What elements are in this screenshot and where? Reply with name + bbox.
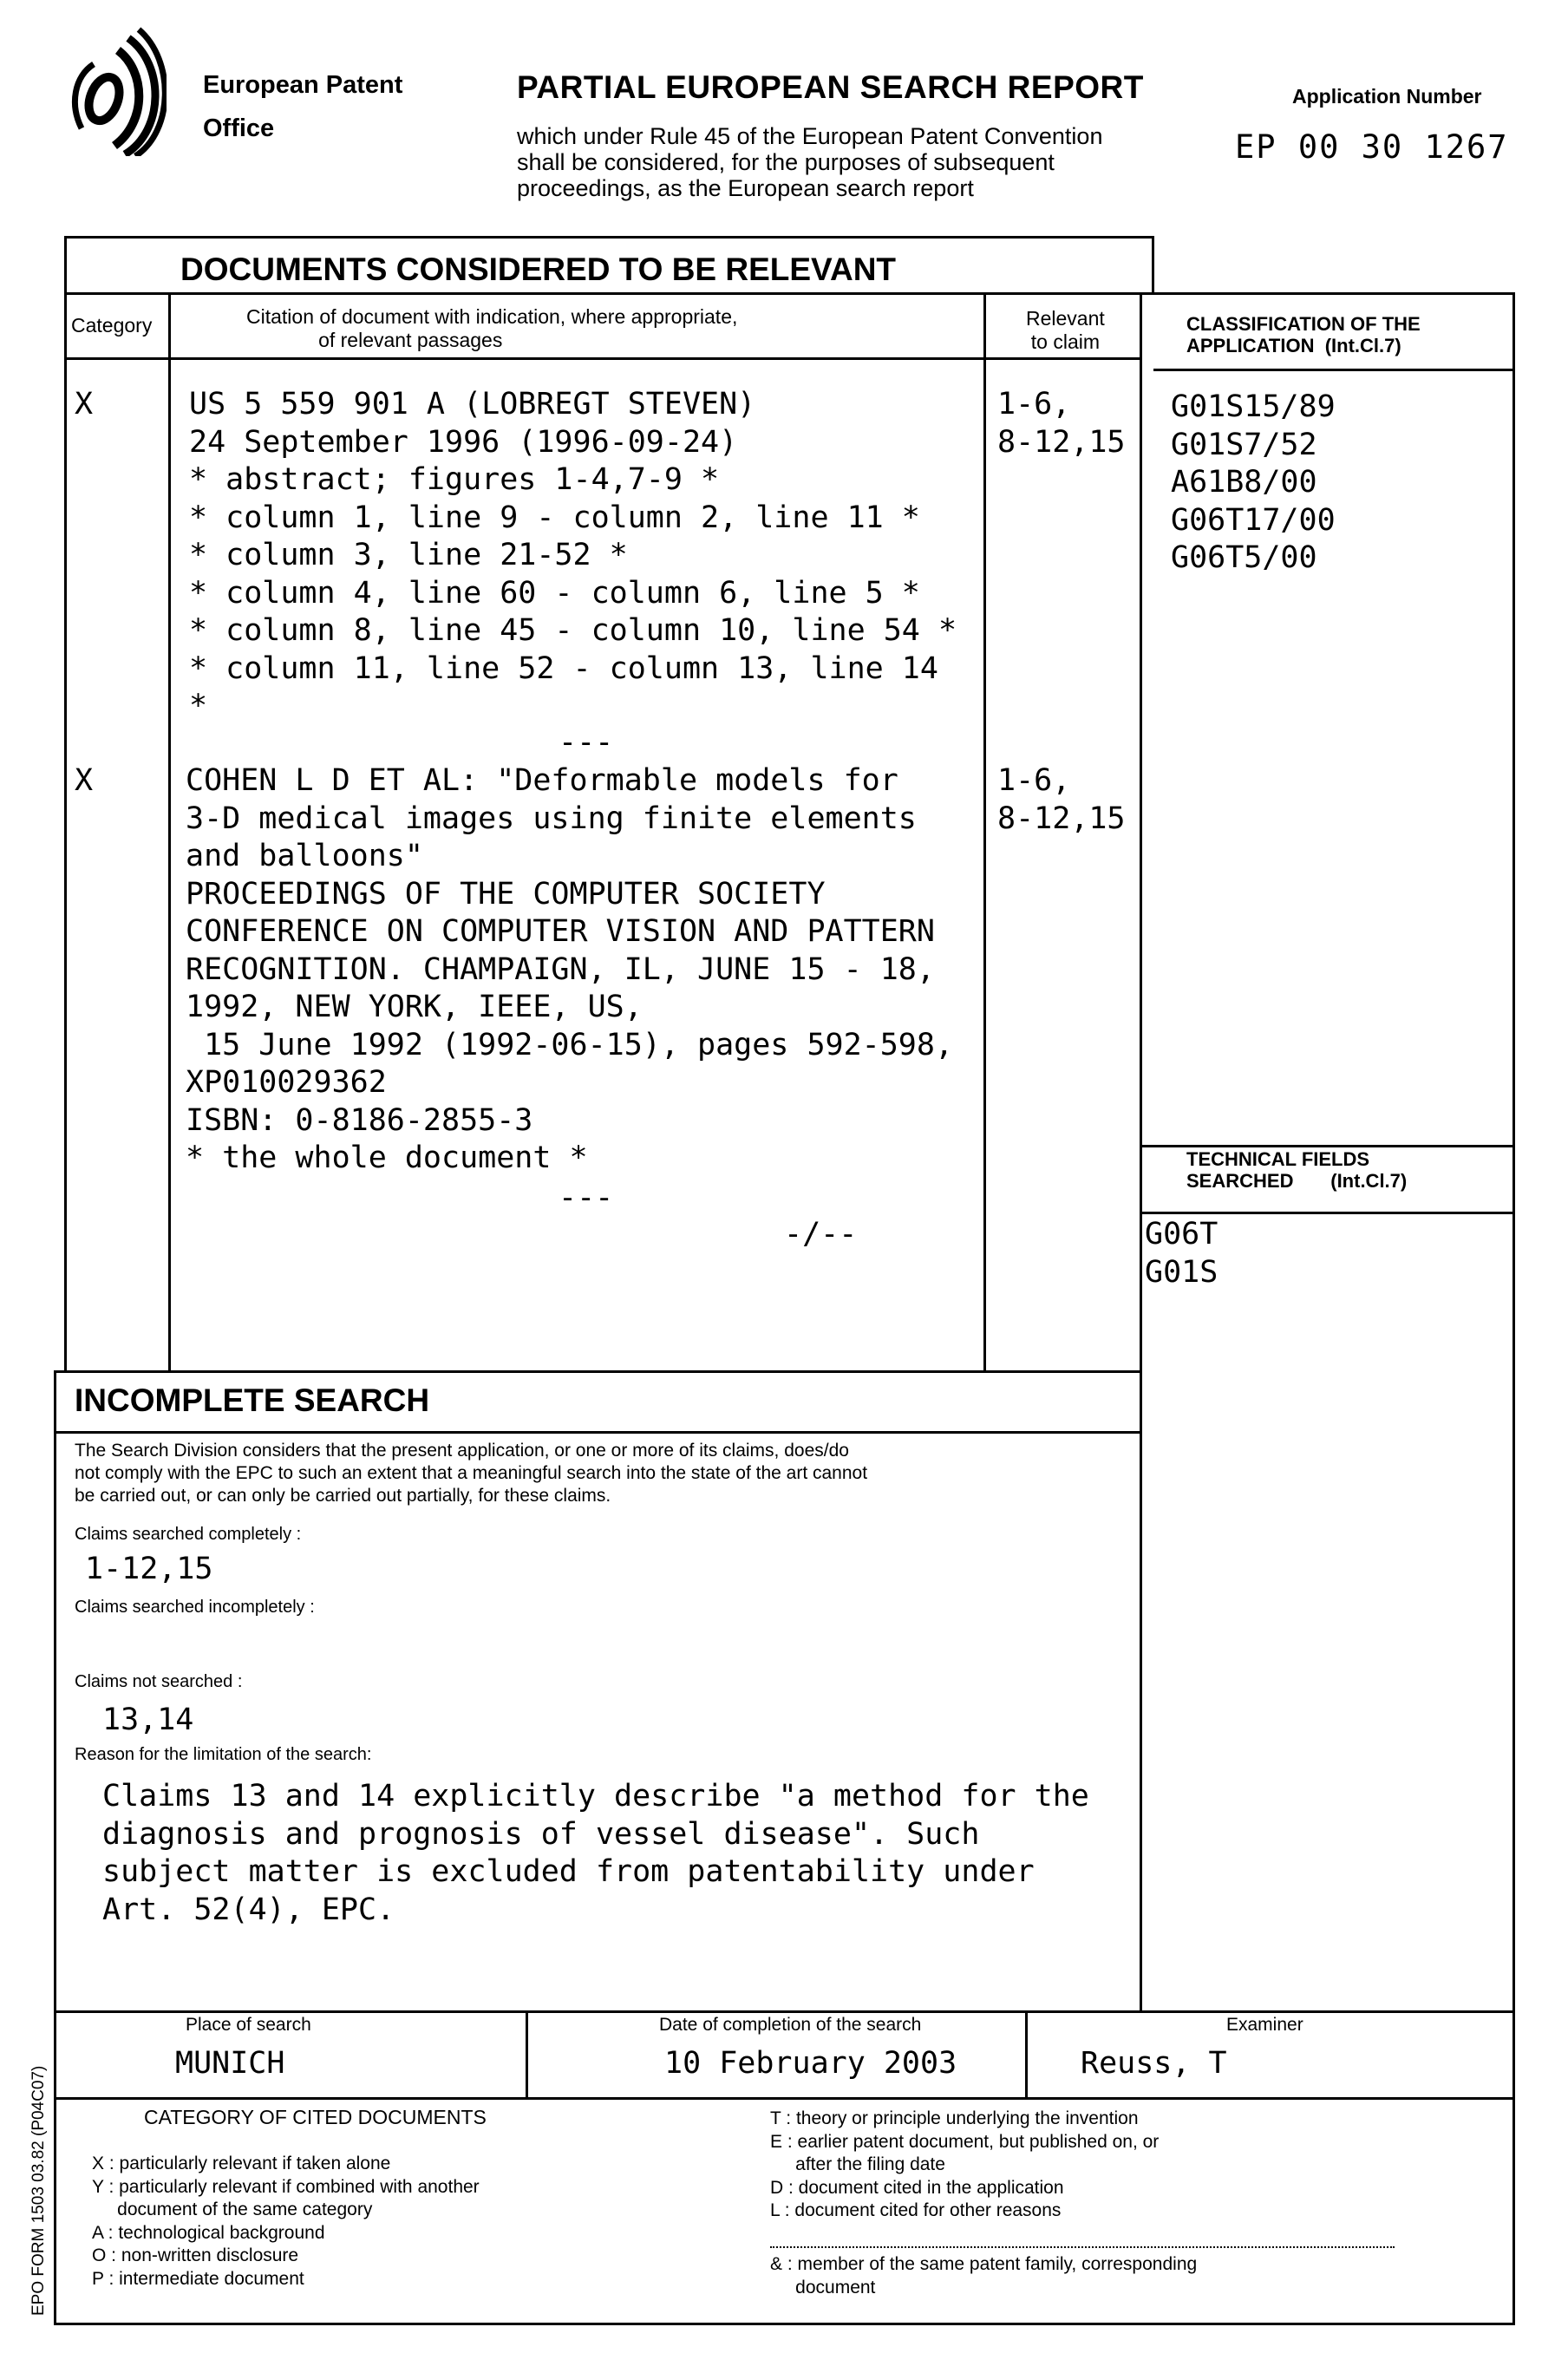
rule-right [1512,292,1515,2325]
column-header-relevant: Relevant to claim [1026,307,1105,354]
claims-not-searched-label: Claims not searched : [75,1672,242,1692]
rule-technical-top [1140,1145,1514,1147]
row2-relevant: 1-6, 8-12,15 [997,762,1126,838]
date-label: Date of completion of the search [659,2014,921,2036]
claims-complete-label: Claims searched completely : [75,1525,301,1545]
row1-citation: US 5 559 901 A (LOBREGT STEVEN) 24 September 1996 (1996-09-24) * abstract; figures 1-4,7-9 * * column 1, line 9 - column 2, line 11 * * column 3, line 21-52 * * column 4, line 60 - column 6, line 5 * * column 8, line 45 - column 10, line 54 * * column 11, line 52 - column 13, line 14 * [189,386,957,726]
rule-top [64,236,1153,239]
incomplete-explanation: The Search Division considers that the present application, or one or more of its claims, does/do not comply with the EPC to such an extent that a meaningful search into the state of the art cannot be carried out, or can only be carried out partially, for these claims. [75,1440,867,1507]
row2-category: X [75,762,93,801]
column-header-classification: CLASSIFICATION OF THE APPLICATION (Int.Cl.7) [1186,313,1421,356]
rule-footer-col1 [526,2010,528,2099]
row1-relevant: 1-6, 8-12,15 [997,386,1126,461]
claims-not-searched-value: 13,14 [102,1702,193,1740]
rule-technical-bottom [1140,1212,1514,1214]
rule-incomplete-title-bottom [54,1431,1142,1434]
column-header-citation: Citation of document with indication, where appropriate, of relevant passages [246,305,737,352]
rule-footer-mid [54,2097,1514,2100]
rule-footer-top [54,2010,1514,2013]
rule-footer-col2 [1025,2010,1028,2099]
rule-top-right [1152,236,1154,293]
rule-left [64,236,67,1370]
date-value: 10 February 2003 [664,2045,957,2083]
application-number: EP 00 30 1267 [1235,128,1509,166]
rule-col-category [168,292,171,1370]
application-number-label: Application Number [1292,85,1482,108]
office-name-line1: European Patent [203,69,402,101]
office-name [203,69,402,144]
rule-class-header-bottom [1153,369,1514,371]
continued-marker: -/-- [784,1216,857,1254]
cited-docs-legend-left: X : particularly relevant if taken alone Y : particularly relevant if combined with another document of the same category A : technological background O : non-written disclosure P : intermediate document [92,2153,480,2291]
technical-fields-codes: G06T G01S [1145,1216,1218,1291]
form-identifier: EPO FORM 1503 03.82 (P04C07) [29,2066,49,2316]
rule-dotted [770,2246,1395,2249]
claims-incomplete-label: Claims searched incompletely : [75,1598,315,1618]
row2-separator: --- [559,1180,613,1218]
documents-section-title: DOCUMENTS CONSIDERED TO BE RELEVANT [180,252,896,288]
place-value: MUNICH [175,2045,284,2083]
claims-complete-value: 1-12,15 [85,1551,213,1589]
rule-col-citation [983,292,986,1370]
reason-label: Reason for the limitation of the search: [75,1745,371,1765]
place-label: Place of search [186,2014,311,2036]
row1-separator: --- [559,724,613,762]
cited-docs-title: CATEGORY OF CITED DOCUMENTS [144,2106,487,2128]
epo-logo-icon [62,26,167,156]
report-subtitle: which under Rule 45 of the European Patent Convention shall be considered, for the purposes of subsequent proceedings, as the European search report [517,123,1102,201]
examiner-label: Examiner [1226,2014,1303,2036]
examiner-value: Reuss, T [1081,2045,1227,2083]
reason-text: Claims 13 and 14 explicitly describe "a method for the diagnosis and prognosis of vessel disease". Such subject matter is excluded from patentability under Art. 52(4), EPC. [102,1778,1089,1929]
row1-category: X [75,386,93,424]
rule-left-lower [54,1370,56,2325]
technical-fields-label: TECHNICAL FIELDS SEARCHED (Int.Cl.7) [1186,1148,1407,1192]
office-name-line2: Office [203,113,402,144]
rule-header-top [64,292,1514,295]
report-title: PARTIAL EUROPEAN SEARCH REPORT [517,69,1144,106]
rule-header-bottom [64,357,1142,360]
rule-col-relevant [1140,292,1142,2012]
cited-docs-legend-right: T : theory or principle underlying the invention E : earlier patent document, but published on, or after the filing date D : document cited in the application L : document cited for other reasons [770,2108,1159,2223]
classification-codes: G01S15/89 G01S7/52 A61B8/00 G06T17/00 G06T5/00 [1171,389,1336,578]
row2-citation: COHEN L D ET AL: "Deformable models for 3-D medical images using finite elements and balloons" PROCEEDINGS OF THE COMPUTER SOCIETY CONFERENCE ON COMPUTER VISION AND PATTERN RECOGNITION. CHAMPAIGN, IL, JUNE 15 - 18, 1992, NEW YORK, IEEE, US, 15 June 1992 (1992-06-15), pages 592-598, XP010029362 ISBN: 0-8186-2855-3 * the whole document * [186,762,953,1178]
cited-docs-legend-family: & : member of the same patent family, corresponding document [770,2253,1197,2299]
incomplete-section-title: INCOMPLETE SEARCH [75,1382,429,1419]
rule-bottom [54,2323,1514,2325]
rule-incomplete-top [54,1370,1142,1373]
column-header-category: Category [71,314,152,337]
